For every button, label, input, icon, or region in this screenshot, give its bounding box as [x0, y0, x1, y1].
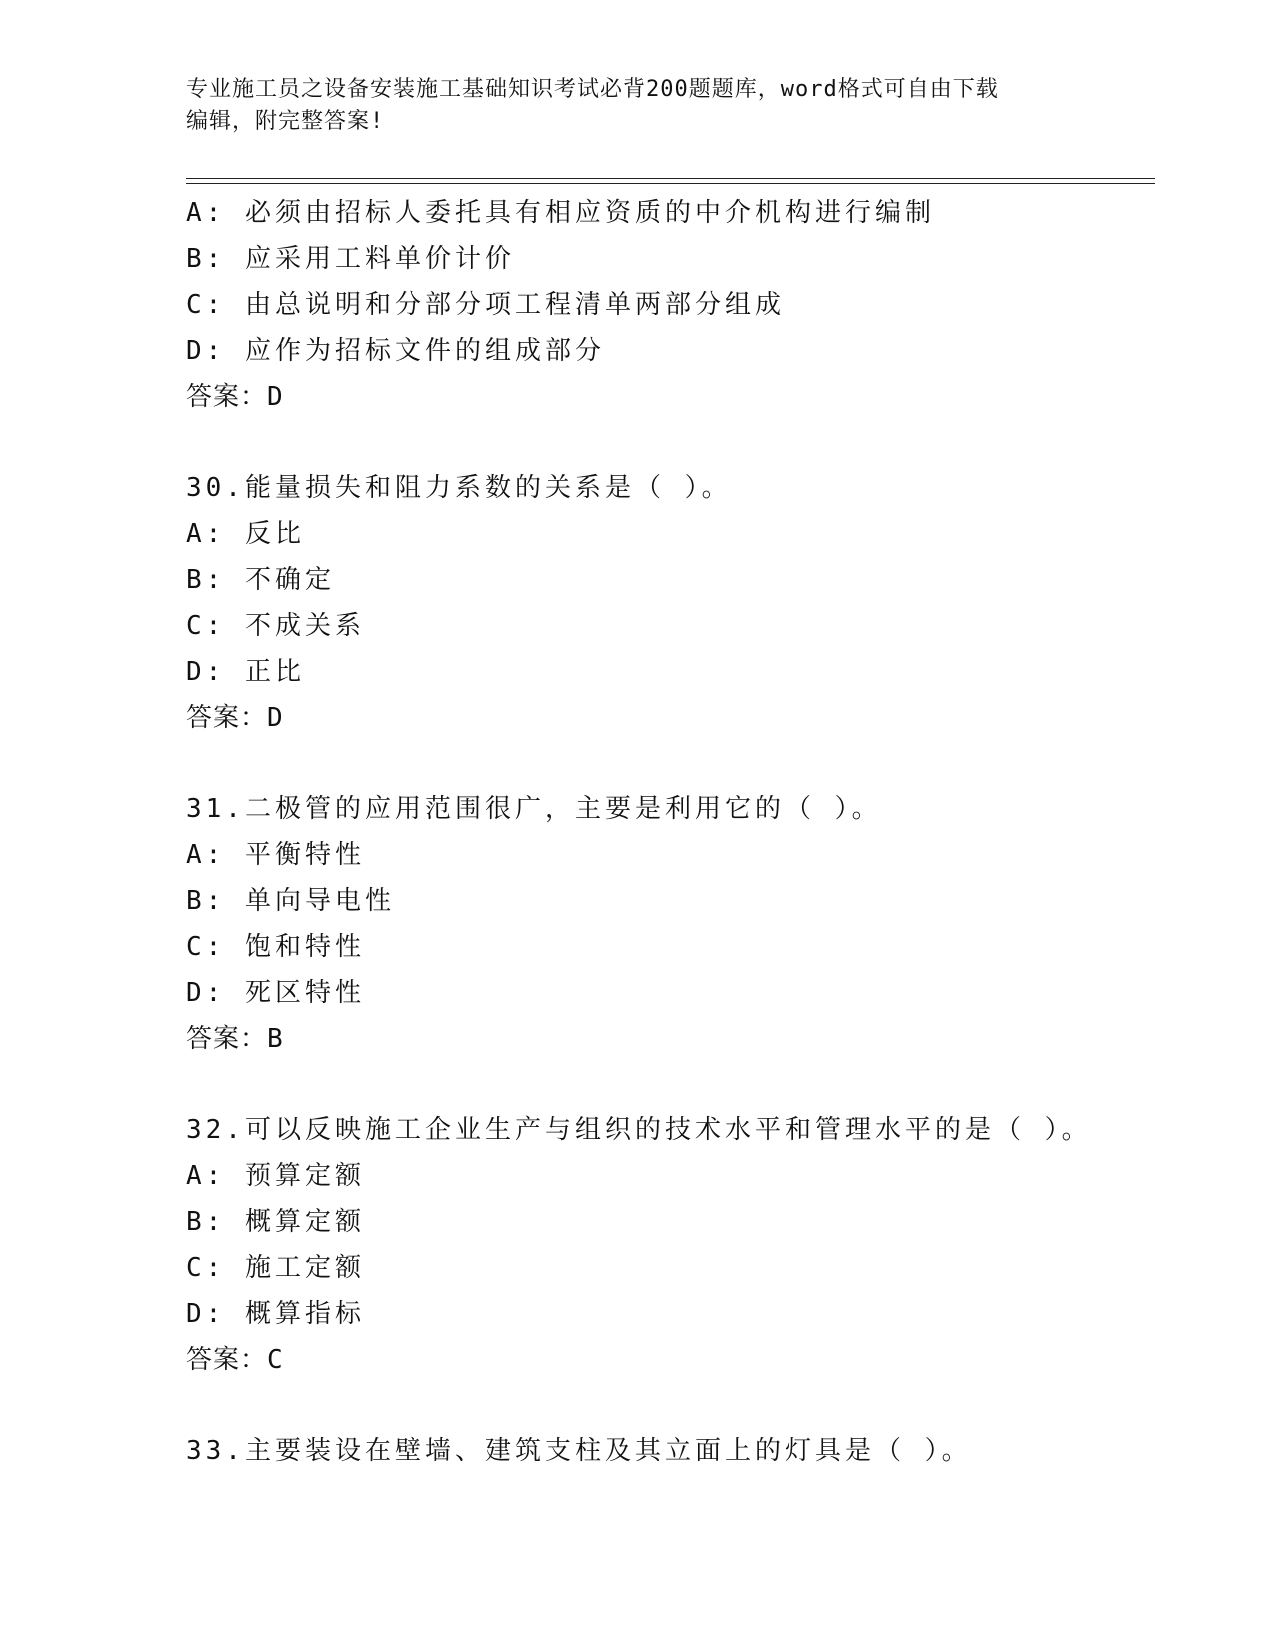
option-d: D: 正比	[186, 657, 305, 687]
option-c: C: 不成关系	[186, 611, 365, 641]
question-list	[186, 190, 1166, 1474]
answer-label: 答案：	[186, 1024, 268, 1054]
spacer	[186, 420, 1166, 465]
option-d: D: 应作为招标文件的组成部分	[186, 336, 605, 366]
spacer	[186, 741, 1166, 786]
option-d: D: 死区特性	[186, 978, 365, 1008]
option-b: B: 不确定	[186, 565, 335, 595]
question-text: 31.二极管的应用范围很广，主要是利用它的（ ）。	[186, 794, 882, 824]
question-text: 33.主要装设在壁墙、建筑支柱及其立面上的灯具是（ ）。	[186, 1436, 972, 1466]
question-block-32	[186, 1107, 1166, 1383]
answer-line	[186, 1016, 1166, 1062]
option-a: A: 反比	[186, 519, 305, 549]
answer-line	[186, 695, 1166, 741]
option-b: B: 单向导电性	[186, 886, 395, 916]
answer-value: C	[267, 1345, 284, 1375]
answer-value: B	[267, 1024, 284, 1054]
question-block-33	[186, 1428, 1166, 1474]
option-a: A: 预算定额	[186, 1161, 365, 1191]
header-divider-bottom	[186, 183, 1155, 184]
question-text: 30.能量损失和阻力系数的关系是（ ）。	[186, 473, 732, 503]
question-block-31	[186, 786, 1166, 1062]
answer-label: 答案：	[186, 382, 268, 412]
header-divider-top	[186, 178, 1155, 179]
option-b: B: 概算定额	[186, 1207, 365, 1237]
question-text: 32.可以反映施工企业生产与组织的技术水平和管理水平的是（ ）。	[186, 1115, 1092, 1145]
question-block-29	[186, 190, 1166, 420]
option-c: C: 由总说明和分部分项工程清单两部分组成	[186, 290, 785, 320]
option-b: B: 应采用工料单价计价	[186, 244, 515, 274]
answer-line	[186, 374, 1166, 420]
document-header	[186, 74, 1086, 138]
spacer	[186, 1062, 1166, 1107]
question-block-30	[186, 465, 1166, 741]
option-c: C: 饱和特性	[186, 932, 365, 962]
answer-label: 答案：	[186, 1345, 268, 1375]
answer-line	[186, 1337, 1166, 1383]
answer-value: D	[267, 703, 284, 733]
option-a: A: 平衡特性	[186, 840, 365, 870]
header-title-line-1: 专业施工员之设备安装施工基础知识考试必背200题题库，word格式可自由下载	[186, 77, 999, 102]
answer-label: 答案：	[186, 703, 268, 733]
option-a: A: 必须由招标人委托具有相应资质的中介机构进行编制	[186, 198, 935, 228]
spacer	[186, 1383, 1166, 1428]
option-d: D: 概算指标	[186, 1299, 365, 1329]
answer-value: D	[267, 382, 284, 412]
header-title-line-2: 编辑，附完整答案!	[186, 109, 385, 134]
option-c: C: 施工定额	[186, 1253, 365, 1283]
